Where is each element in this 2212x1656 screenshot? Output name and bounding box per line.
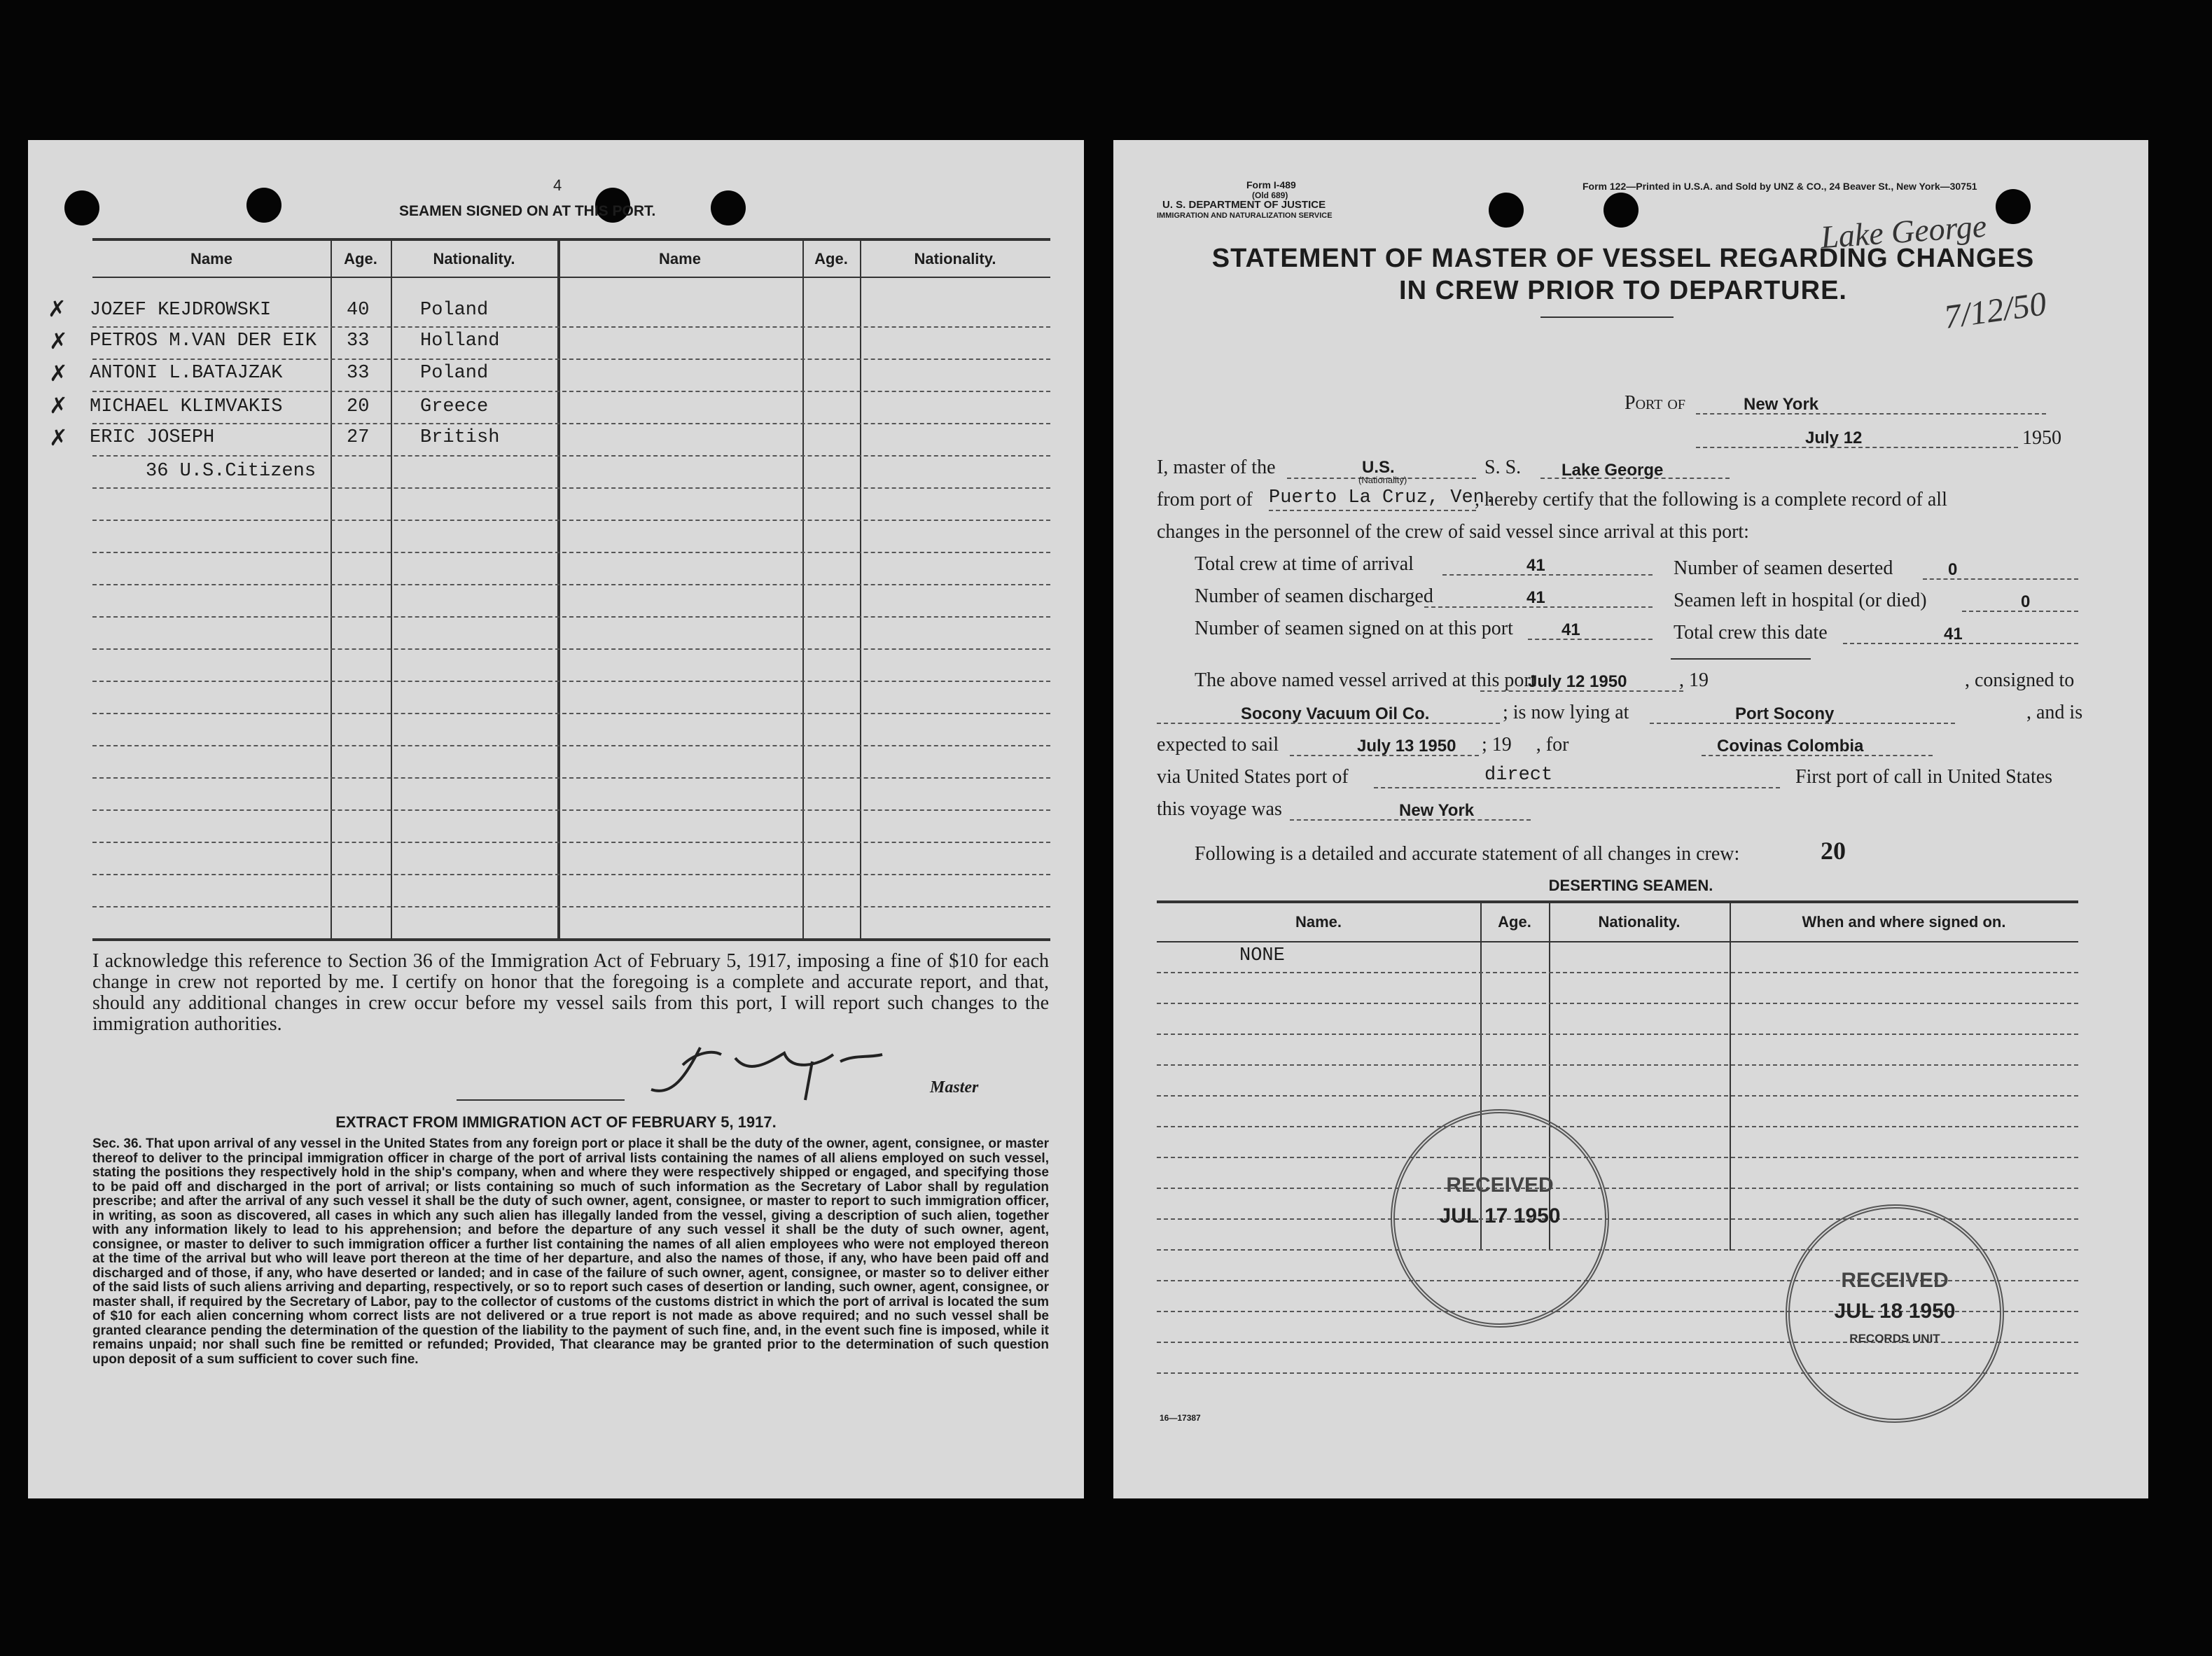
stamp2-date: JUL 18 1950 bbox=[1834, 1300, 1956, 1323]
signed-on-value: 41 bbox=[1561, 620, 1580, 639]
crew-age: 27 bbox=[347, 427, 370, 448]
form-old: (Old 689) bbox=[1252, 190, 1288, 200]
col-header-age: Age. bbox=[344, 250, 377, 267]
discharged-value: 41 bbox=[1526, 588, 1545, 607]
check-mark: ✗ bbox=[49, 393, 68, 418]
expected-label: expected to sail bbox=[1157, 734, 1279, 756]
deserting-title: DESERTING SEAMEN. bbox=[1548, 877, 1713, 894]
deserted-value: 0 bbox=[1948, 560, 1958, 579]
check-mark: ✗ bbox=[49, 361, 68, 386]
punch-hole bbox=[1489, 193, 1524, 228]
crew-age: 33 bbox=[347, 363, 370, 384]
punch-hole bbox=[1604, 193, 1639, 228]
desert-table-top bbox=[1157, 900, 2078, 903]
port-value: New York bbox=[1744, 395, 1819, 414]
row-rule bbox=[92, 326, 1050, 328]
row-rule bbox=[92, 648, 1050, 650]
signed-on-label: Number of seamen signed on at this port bbox=[1195, 618, 1513, 639]
stamp2-unit: RECORDS UNIT bbox=[1849, 1332, 1940, 1345]
date-value: July 12 bbox=[1805, 429, 1863, 447]
row-rule bbox=[92, 777, 1050, 779]
master-label: Master bbox=[930, 1078, 979, 1097]
row-rule bbox=[92, 745, 1050, 746]
consigned-label: , consigned to bbox=[1965, 669, 2075, 691]
from-port-label: from port of bbox=[1157, 489, 1253, 510]
master-of-label: I, master of the bbox=[1157, 457, 1276, 478]
col-divider bbox=[331, 238, 332, 938]
row-rule bbox=[92, 809, 1050, 811]
received-stamp-2 bbox=[1786, 1204, 2004, 1423]
crew-nationality: Poland bbox=[420, 363, 489, 384]
extract-title: EXTRACT FROM IMMIGRATION ACT OF FEBRUARY 5, 1917. bbox=[335, 1113, 777, 1131]
desert-row-rule bbox=[1157, 1064, 2078, 1066]
row-rule bbox=[92, 391, 1050, 392]
stat-divider bbox=[1671, 658, 1811, 660]
row-rule bbox=[92, 359, 1050, 360]
section-title: SEAMEN SIGNED ON AT THIS PORT. bbox=[399, 203, 656, 219]
form-title bbox=[1155, 242, 2091, 307]
vessel-value: Lake George bbox=[1561, 461, 1664, 480]
row-rule bbox=[92, 423, 1050, 424]
desert-col-divider bbox=[1730, 900, 1731, 1251]
handwritten-date: 7/12/50 bbox=[1942, 285, 2049, 336]
crew-age: 33 bbox=[347, 330, 370, 352]
desert-col-nationality: Nationality. bbox=[1598, 913, 1681, 931]
stat-rule bbox=[1923, 578, 2078, 580]
punch-hole bbox=[711, 190, 746, 225]
row-rule bbox=[92, 616, 1050, 618]
row-rule bbox=[92, 713, 1050, 714]
col-divider bbox=[391, 238, 392, 938]
desert-row-rule bbox=[1157, 1003, 2078, 1004]
desert-col-signed-on: When and where signed on. bbox=[1802, 913, 2006, 931]
stat-rule bbox=[1528, 639, 1653, 640]
via-rule bbox=[1374, 787, 1780, 788]
check-mark: ✗ bbox=[49, 425, 68, 450]
changes-text: changes in the personnel of the crew of said vessel since arrival at this port: bbox=[1157, 521, 1749, 543]
printer-note: Form 122—Printed in U.S.A. and Sold by UNZ & CO., 24 Beaver St., New York—30751 bbox=[1583, 181, 1977, 192]
crew-age: 20 bbox=[347, 396, 370, 417]
for-label: ; 19 , for bbox=[1482, 734, 1569, 756]
for-value: Covinas Colombia bbox=[1717, 737, 1864, 756]
discharged-label: Number of seamen discharged bbox=[1195, 585, 1433, 607]
following-text: Following is a detailed and accurate statement of all changes in crew: bbox=[1195, 843, 1740, 865]
from-port-rule bbox=[1269, 510, 1476, 511]
title-rule bbox=[1540, 316, 1674, 318]
punch-hole bbox=[64, 190, 99, 225]
row-rule bbox=[92, 487, 1050, 489]
table-top-rule bbox=[92, 238, 1050, 241]
crew-name: PETROS M.VAN DER EIK bbox=[90, 330, 317, 352]
crew-name: MICHAEL KLIMVAKIS bbox=[90, 396, 283, 417]
row-rule bbox=[92, 906, 1050, 907]
voyage-value: New York bbox=[1399, 801, 1475, 820]
stat-rule bbox=[1442, 574, 1653, 576]
stamp1-date: JUL 17 1950 bbox=[1439, 1204, 1561, 1227]
desert-row-rule bbox=[1157, 1157, 2078, 1158]
row-rule bbox=[92, 681, 1050, 682]
deserted-label: Number of seamen deserted bbox=[1674, 557, 1893, 579]
hospital-label: Seamen left in hospital (or died) bbox=[1674, 590, 1927, 611]
desert-entry: NONE bbox=[1239, 945, 1285, 966]
crew-nationality: Holland bbox=[420, 330, 500, 352]
row-rule bbox=[92, 584, 1050, 585]
citizens-note: 36 U.S.Citizens bbox=[146, 461, 317, 482]
nationality-caption: (Nationality) bbox=[1358, 475, 1407, 485]
stamp2-label: RECEIVED bbox=[1841, 1269, 1949, 1292]
port-label: Port of bbox=[1625, 392, 1685, 414]
arrived-value: July 12 1950 bbox=[1528, 672, 1627, 691]
desert-header-rule bbox=[1157, 941, 2078, 942]
stat-rule bbox=[1962, 611, 2078, 612]
col-header-name: Name bbox=[190, 250, 232, 267]
lying-label: ; is now lying at bbox=[1503, 702, 1629, 723]
left-page bbox=[28, 140, 1084, 1498]
voyage-label: this voyage was bbox=[1157, 798, 1282, 820]
signature-rule bbox=[457, 1099, 625, 1101]
check-mark: ✗ bbox=[49, 328, 68, 354]
check-mark: ✗ bbox=[48, 296, 67, 321]
nineteen-1: , 19 bbox=[1679, 669, 1709, 691]
from-port-value: Puerto La Cruz, Ven. bbox=[1269, 487, 1496, 508]
ss-label: S. S. bbox=[1484, 457, 1522, 478]
service: IMMIGRATION AND NATURALIZATION SERVICE bbox=[1157, 211, 1333, 220]
table-bottom-rule bbox=[92, 938, 1050, 941]
handwritten-vessel: Lake George bbox=[1819, 207, 1988, 256]
row-rule bbox=[92, 520, 1050, 521]
col-header-age-2: Age. bbox=[814, 250, 848, 267]
total-arrival-label: Total crew at time of arrival bbox=[1195, 553, 1414, 575]
received-stamp-1 bbox=[1391, 1109, 1609, 1328]
department: U. S. DEPARTMENT OF JUSTICE bbox=[1162, 199, 1326, 211]
punch-hole bbox=[246, 188, 281, 223]
col-header-nationality-2: Nationality. bbox=[914, 250, 996, 267]
expected-value: July 13 1950 bbox=[1357, 737, 1456, 756]
stamp1-label: RECEIVED bbox=[1446, 1174, 1554, 1197]
acknowledgement-text: I acknowledge this reference to Section 36 of the Immigration Act of February 5, 1917, imposing a fine of $10 for each change in crew not reported by me. I certify on honor that the foregoing is a complete and accurate report, and that, should any additional changes in crew occur before my vessel sails from this port, I will report such changes to the immigration authorities. bbox=[92, 950, 1049, 1035]
right-page bbox=[1113, 140, 2148, 1498]
page-number: 4 bbox=[553, 176, 562, 194]
col-header-nationality: Nationality. bbox=[433, 250, 515, 267]
first-port-label: First port of call in United States bbox=[1795, 766, 2053, 788]
desert-row-rule bbox=[1157, 1034, 2078, 1035]
punch-hole bbox=[1996, 189, 2031, 224]
extract-body: That upon arrival of any vessel in the United States from any foreign port or place it shall be the duty of the owner, agent, consignee, or master thereof to deliver to the principal immigration officer in charge of the port of arrival lists containing the names of all aliens employed on such vessel, stating the positions they respectively hold in the ship's company, when and where they were respectively shipped or engaged, and specifying those to be paid off and discharged in the port of arrival; or lists containing so much of such information as the Secretary of Labor shall by regulation prescribe; and after the arrival of any such vessel it shall be the duty of such owner, agent, consignee, or master to report to such immigration officer, in writing, as soon as discovered, all cases in which any such alien has illegally landed from the vessel, giving a description of such alien, together with any information likely to lead to his apprehension; and before the departure of any such vessel it shall be the duty of such owner, agent, consignee, or master to deliver to such immigration officer a further list containing the names of all alien employees who were not employed thereon at the time of the arrival but who will leave port thereon at the time of her departure, and also the names of those, if any, who have been paid off and discharged and of those, if any, who have deserted or landed; and in case of the failure of such owner, agent, consignee, or master so to deliver either of the said lists of such aliens arriving and departing, respectively, or so to report such cases of desertion or landing, such owner, agent, consignee, or master shall, if required by the Secretary of Labor, pay to the collector of customs of the customs district in which the port of arrival is located the sum of $10 for each alien concerning whom correct lists are not delivered or a true report is not made as above required; and no such vessel shall be granted clearance pending the determination of the question of the liability to the payment of such fine, and, in the event such fine is imposed, while it remains unpaid; nor shall such fine be remitted or refunded; Provided, That clearance may be granted prior to the determination of such question upon deposit of a sum sufficient to cover such fine. bbox=[92, 1136, 1049, 1367]
desert-col-age: Age. bbox=[1498, 913, 1531, 931]
row-rule bbox=[92, 874, 1050, 875]
table-header-rule bbox=[92, 277, 1050, 278]
crew-age: 40 bbox=[347, 300, 370, 321]
crew-name: JOZEF KEJDROWSKI bbox=[90, 300, 272, 321]
desert-row-rule bbox=[1157, 1188, 2078, 1189]
row-rule bbox=[92, 842, 1050, 843]
via-label: via United States port of bbox=[1157, 766, 1349, 788]
desert-row-rule bbox=[1157, 1126, 2078, 1127]
row-rule bbox=[92, 455, 1050, 457]
row-rule bbox=[92, 552, 1050, 553]
sec-label: Sec. 36. bbox=[92, 1136, 142, 1151]
form-number: Form I-489 bbox=[1246, 179, 1296, 190]
and-is: , and is bbox=[2026, 702, 2083, 723]
master-signature bbox=[644, 1034, 903, 1111]
title-line-1: STATEMENT OF MASTER OF VESSEL REGARDING CHANGES bbox=[1211, 244, 2035, 273]
form-code: 16—17387 bbox=[1160, 1413, 1201, 1423]
title-line-2: IN CREW PRIOR TO DEPARTURE. bbox=[1399, 276, 1847, 305]
crew-name: ERIC JOSEPH bbox=[90, 427, 215, 448]
col-divider bbox=[557, 238, 560, 938]
nationality-value: U.S. bbox=[1362, 458, 1395, 477]
total-date-label: Total crew this date bbox=[1674, 622, 1828, 643]
crew-nationality: Poland bbox=[420, 300, 489, 321]
extract-text bbox=[92, 1137, 1049, 1367]
changes-count: 20 bbox=[1821, 837, 1846, 865]
col-divider bbox=[860, 238, 861, 938]
arrived-label: The above named vessel arrived at this port bbox=[1195, 669, 1536, 691]
lying-value: Port Socony bbox=[1735, 704, 1835, 723]
via-value: direct bbox=[1484, 765, 1553, 786]
total-arrival-value: 41 bbox=[1526, 556, 1545, 575]
total-date-value: 41 bbox=[1944, 625, 1963, 643]
consignee-value: Socony Vacuum Oil Co. bbox=[1241, 704, 1430, 723]
crew-nationality: British bbox=[420, 427, 500, 448]
crew-name: ANTONI L.BATAJZAK bbox=[90, 363, 283, 384]
col-divider bbox=[802, 238, 804, 938]
hospital-value: 0 bbox=[2021, 592, 2031, 611]
year-value: 1950 bbox=[2022, 427, 2061, 449]
col-header-name-2: Name bbox=[659, 250, 701, 267]
desert-row-rule bbox=[1157, 1095, 2078, 1097]
crew-nationality: Greece bbox=[420, 396, 489, 417]
desert-row-rule bbox=[1157, 972, 2078, 973]
certify-text: , hereby certify that the following is a complete record of all bbox=[1475, 489, 1947, 510]
desert-col-name: Name. bbox=[1295, 913, 1342, 931]
